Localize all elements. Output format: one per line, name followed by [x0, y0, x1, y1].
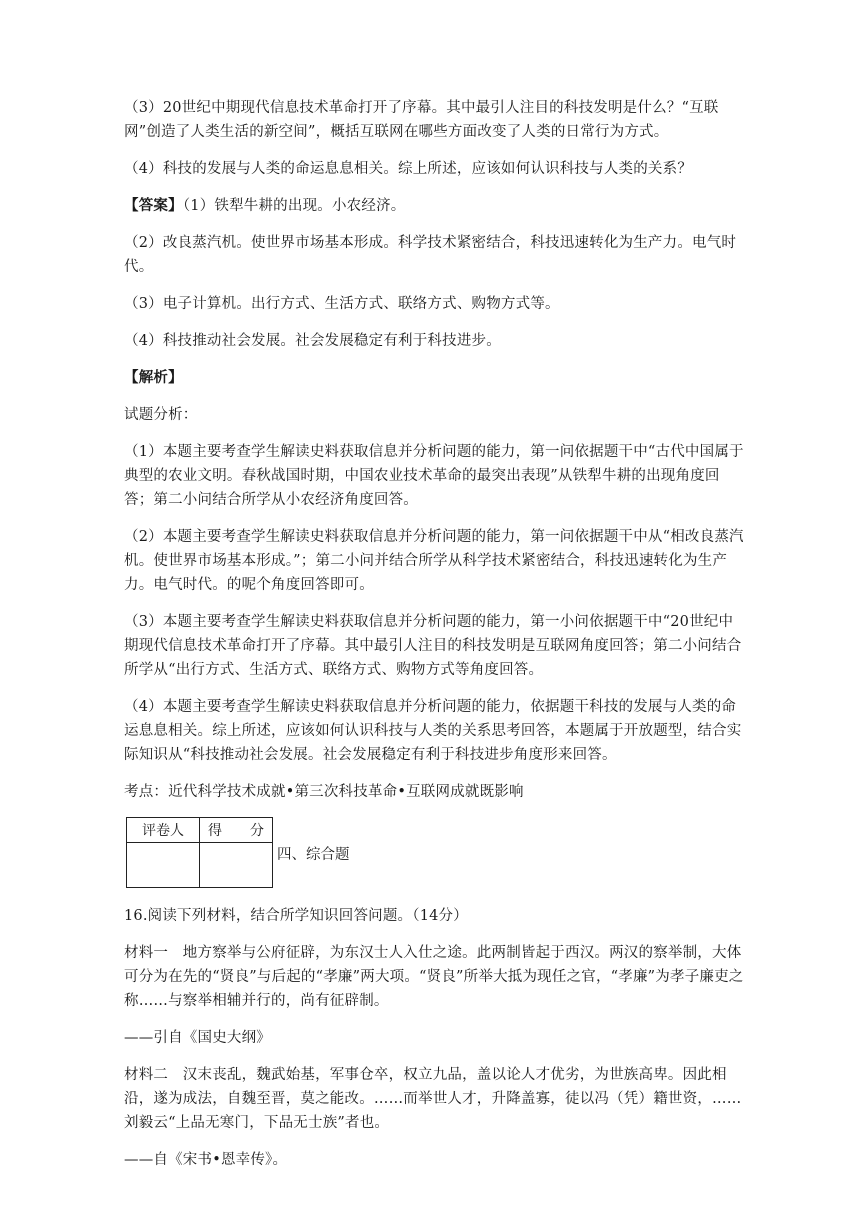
answer-item-2: （2）改良蒸汽机。使世界市场基本形成。科学技术紧密结合，科技迅速转化为生产力。电气时代。 [124, 235, 737, 275]
document-page [124, 96, 744, 1185]
material-1: 材料一 地方察举与公府征辟，为东汉士人入仕之途。此两制皆起于西汉。两汉的察举制，大体可分为在先的“贤良”与后起的“孝廉”两大项。“贤良”所举大抵为现任之官，“孝廉”为孝子廉吏之称……与察举相辅并行的，尚有征辟制。 [124, 945, 744, 1009]
analysis-item-3: （3）本题主要考查学生解读史料获取信息并分析问题的能力，第一小问依据题干中“20世纪中期现代信息技术革命打开了序幕。其中最引人注目的科技发明是互联网角度回答；第二小问结合所学从“出行方式、生活方式、联络方式、购物方式等角度回答。 [124, 614, 742, 678]
score-table [126, 817, 273, 888]
answer-label: 【答案】 [124, 197, 183, 214]
material-1-source: ——引自《国史大纲》 [124, 1030, 271, 1046]
analysis-intro: 试题分析： [124, 407, 198, 423]
reviewer-cell [127, 843, 200, 888]
question-3-text: （3）20世纪中期现代信息技术革命打开了序幕。其中最引人注目的科技发明是什么？“互联网”创造了人类生活的新空间”，概括互联网在哪些方面改变了人类的日常行为方式。 [124, 100, 719, 140]
answer-item-3: （3）电子计算机。出行方式、生活方式、联络方式、购物方式等。 [124, 296, 560, 312]
analysis-item-1: （1）本题主要考查学生解读史料获取信息并分析问题的能力，第一问依据题干中“古代中国属于典型的农业文明。春秋战国时期，中国农业技术革命的最突出表现”从铁犁牛耕的出现角度回答；第二小问结合所学从小农经济角度回答。 [124, 444, 744, 508]
score-cell [200, 843, 273, 888]
kaodian-line: 考点：近代科学技术成就•第三次科技革命•互联网成就既影响 [124, 784, 524, 800]
answer-first-line [124, 194, 744, 218]
answer-item-4: （4）科技推动社会发展。社会发展稳定有利于科技进步。 [124, 333, 501, 349]
score-header: 得 分 [200, 818, 273, 843]
material-2: 材料二 汉末丧乱，魏武始基，军事仓卒，权立九品，盖以论人才优劣，为世族高卑。因此相沿，遂为成法，自魏至晋，莫之能改。……而举世人才，升降盖寡，徒以冯（凭）籍世资，……刘毅云“上品无寒门，下品无士族”者也。 [124, 1067, 742, 1131]
analysis-item-4: （4）本题主要考查学生解读史料获取信息并分析问题的能力，依据题干科技的发展与人类的命运息息相关。综上所述，应该如何认识科技与人类的关系思考回答，本题属于开放题型，结合实际知识从“科技推动社会发展。社会发展稳定有利于科技进步角度形来回答。 [124, 699, 742, 763]
question-4-text: （4）科技的发展与人类的命运息息相关。综上所述，应该如何认识科技与人类的关系？ [124, 161, 693, 177]
analysis-item-2: （2）本题主要考查学生解读史料获取信息并分析问题的能力，第一问依据题干中从“相改良蒸汽机。使世界市场基本形成。”；第二小问并结合所学从科学技术紧密结合，科技迅速转化为生产力。电气时代。的呢个角度回答即可。 [124, 529, 744, 593]
score-box-row [124, 817, 744, 888]
section-title: 四、综合题 [277, 847, 350, 863]
reviewer-header: 评卷人 [127, 818, 200, 843]
question-16-stem: 16.阅读下列材料，结合所学知识回答问题。（14分） [124, 908, 468, 924]
answer-item-1: （1）铁犁牛耕的出现。小农经济。 [182, 198, 406, 214]
analysis-label: 【解析】 [124, 369, 183, 386]
material-2-source: ——自《宋书•恩幸传》。 [124, 1152, 288, 1168]
